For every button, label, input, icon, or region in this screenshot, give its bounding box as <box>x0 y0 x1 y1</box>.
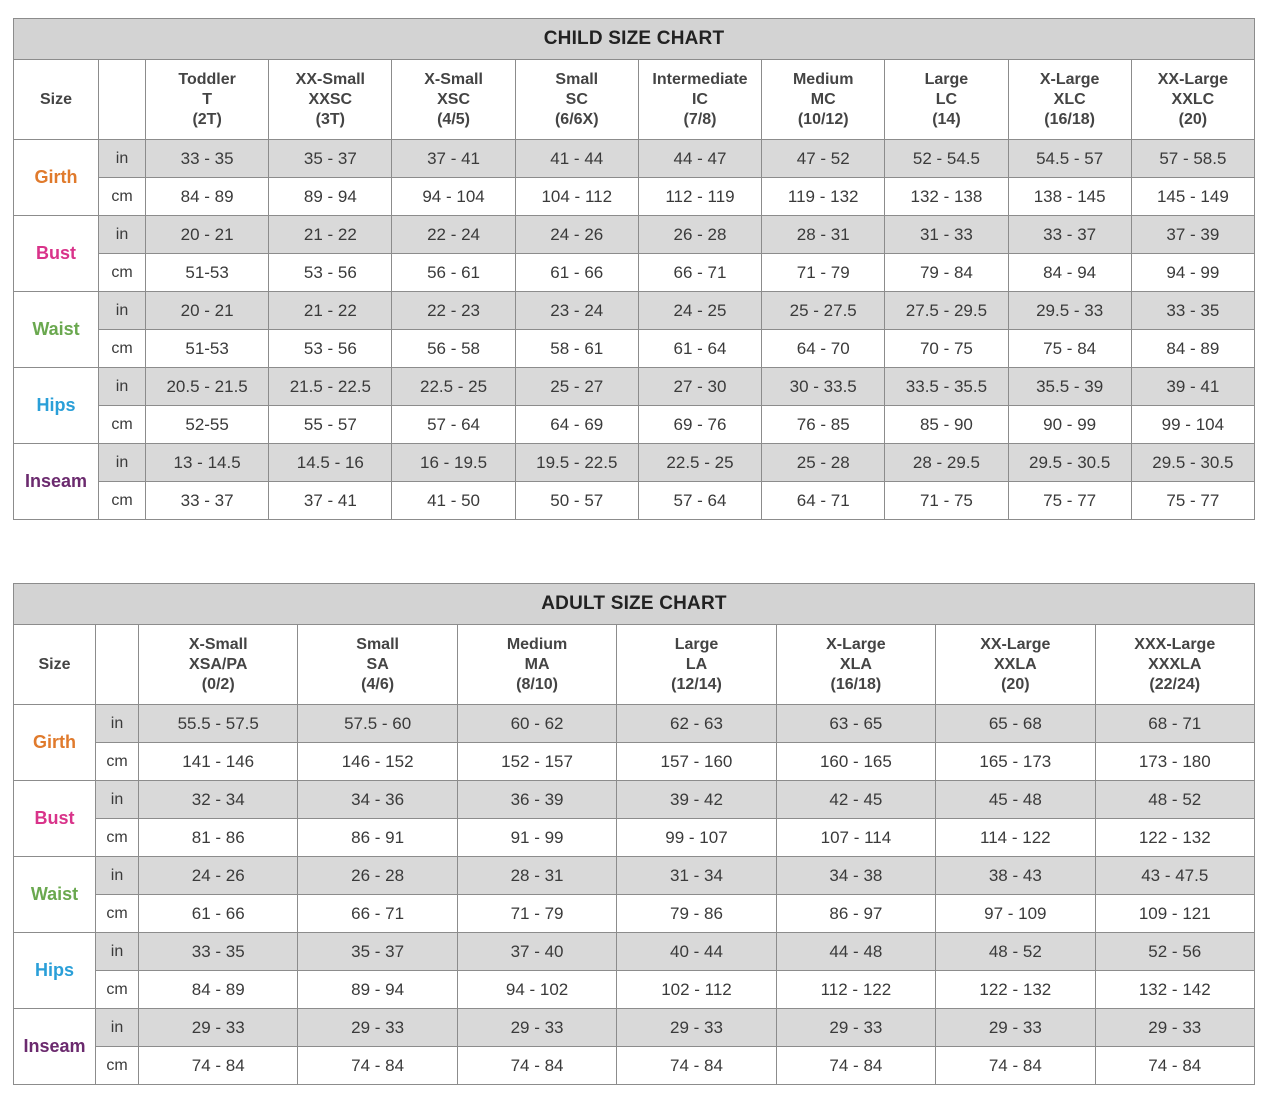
measurement-cell: 29 - 33 <box>457 1009 616 1047</box>
size-name: XXX-Large <box>1134 635 1216 653</box>
measurement-cell: 89 - 94 <box>298 971 457 1009</box>
unit-label: in <box>96 705 139 743</box>
size-name: X-Small <box>424 70 483 88</box>
size-code: XXLC <box>1171 90 1215 108</box>
unit-label: in <box>99 140 146 178</box>
size-column-header <box>885 60 1008 140</box>
measurement-cell: 51-53 <box>146 330 269 368</box>
unit-label: in <box>99 368 146 406</box>
size-kids: (22/24) <box>1149 675 1201 693</box>
size-code: XXXLA <box>1148 655 1202 673</box>
size-name: Large <box>924 70 969 88</box>
measurement-row-girth-in <box>14 140 1255 178</box>
measurement-cell: 26 - 28 <box>298 857 457 895</box>
measurement-cell: 74 - 84 <box>617 1047 776 1085</box>
size-name: Medium <box>506 635 568 653</box>
size-code: T <box>202 90 212 108</box>
unit-header-blank <box>96 625 139 705</box>
measurement-cell: 33.5 - 35.5 <box>885 368 1008 406</box>
size-code: LA <box>685 655 708 673</box>
size-code: XLA <box>839 655 872 673</box>
measurement-cell: 21.5 - 22.5 <box>269 368 392 406</box>
measurement-cell: 20.5 - 21.5 <box>146 368 269 406</box>
measurement-label-bust: Bust <box>14 781 96 857</box>
unit-label: cm <box>96 971 139 1009</box>
size-code: MA <box>524 655 550 673</box>
measurement-cell: 29.5 - 30.5 <box>1008 444 1131 482</box>
child-chart-body <box>14 140 1255 520</box>
measurement-cell: 16 - 19.5 <box>392 444 515 482</box>
measurement-cell: 41 - 50 <box>392 482 515 520</box>
measurement-cell: 24 - 26 <box>515 216 638 254</box>
size-code: XSA/PA <box>189 655 248 673</box>
adult-chart-title: ADULT SIZE CHART <box>14 584 1255 625</box>
measurement-row-girth-cm <box>14 178 1255 216</box>
measurement-cell: 57.5 - 60 <box>298 705 457 743</box>
size-column-header <box>392 60 515 140</box>
measurement-cell: 48 - 52 <box>936 933 1095 971</box>
size-column-header <box>1095 625 1254 705</box>
measurement-cell: 37 - 41 <box>392 140 515 178</box>
size-code: SA <box>366 655 389 673</box>
measurement-cell: 33 - 37 <box>146 482 269 520</box>
child-size-header-row <box>14 60 1255 140</box>
measurement-cell: 48 - 52 <box>1095 781 1254 819</box>
measurement-cell: 55.5 - 57.5 <box>139 705 298 743</box>
measurement-cell: 57 - 58.5 <box>1131 140 1254 178</box>
size-column-header <box>638 60 761 140</box>
measurement-cell: 74 - 84 <box>936 1047 1095 1085</box>
measurement-cell: 52 - 56 <box>1095 933 1254 971</box>
measurement-cell: 29 - 33 <box>1095 1009 1254 1047</box>
measurement-cell: 75 - 77 <box>1008 482 1131 520</box>
size-kids: (16/18) <box>830 675 882 693</box>
size-column-header <box>298 625 457 705</box>
child-size-chart <box>13 18 1255 520</box>
measurement-cell: 30 - 33.5 <box>762 368 885 406</box>
measurement-cell: 45 - 48 <box>936 781 1095 819</box>
measurement-cell: 122 - 132 <box>936 971 1095 1009</box>
measurement-cell: 13 - 14.5 <box>146 444 269 482</box>
unit-label: in <box>99 292 146 330</box>
measurement-cell: 29 - 33 <box>298 1009 457 1047</box>
size-kids: (10/12) <box>797 110 849 128</box>
measurement-cell: 43 - 47.5 <box>1095 857 1254 895</box>
measurement-row-bust-in <box>14 216 1255 254</box>
measurement-cell: 39 - 42 <box>617 781 776 819</box>
size-kids: (0/2) <box>201 675 235 693</box>
measurement-row-inseam-cm <box>14 482 1255 520</box>
measurement-cell: 104 - 112 <box>515 178 638 216</box>
measurement-cell: 138 - 145 <box>1008 178 1131 216</box>
measurement-cell: 97 - 109 <box>936 895 1095 933</box>
measurement-cell: 66 - 71 <box>298 895 457 933</box>
size-code: XXLA <box>993 655 1037 673</box>
measurement-cell: 22.5 - 25 <box>392 368 515 406</box>
measurement-cell: 37 - 41 <box>269 482 392 520</box>
measurement-cell: 76 - 85 <box>762 406 885 444</box>
measurement-cell: 41 - 44 <box>515 140 638 178</box>
measurement-row-bust-in <box>14 781 1255 819</box>
measurement-cell: 112 - 122 <box>776 971 935 1009</box>
measurement-label-girth: Girth <box>14 705 96 781</box>
unit-label: in <box>99 216 146 254</box>
measurement-cell: 42 - 45 <box>776 781 935 819</box>
measurement-cell: 119 - 132 <box>762 178 885 216</box>
size-kids: (14) <box>932 110 961 128</box>
measurement-cell: 81 - 86 <box>139 819 298 857</box>
measurement-cell: 19.5 - 22.5 <box>515 444 638 482</box>
measurement-cell: 34 - 36 <box>298 781 457 819</box>
size-name: XX-Large <box>980 635 1051 653</box>
size-kids: (7/8) <box>683 110 717 128</box>
size-kids: (20) <box>1178 110 1208 128</box>
size-code: XLC <box>1053 90 1086 108</box>
measurement-cell: 74 - 84 <box>776 1047 935 1085</box>
child-size-label: Size <box>14 60 99 140</box>
measurement-cell: 33 - 37 <box>1008 216 1131 254</box>
size-name: X-Small <box>188 635 248 653</box>
measurement-row-girth-in <box>14 705 1255 743</box>
measurement-cell: 65 - 68 <box>936 705 1095 743</box>
measurement-cell: 64 - 69 <box>515 406 638 444</box>
measurement-cell: 25 - 27.5 <box>762 292 885 330</box>
measurement-label-bust: Bust <box>14 216 99 292</box>
measurement-cell: 47 - 52 <box>762 140 885 178</box>
measurement-cell: 61 - 64 <box>638 330 761 368</box>
size-name: Small <box>356 635 399 653</box>
measurement-cell: 22 - 24 <box>392 216 515 254</box>
measurement-cell: 55 - 57 <box>269 406 392 444</box>
measurement-row-girth-cm <box>14 743 1255 781</box>
measurement-row-inseam-cm <box>14 1047 1255 1085</box>
measurement-row-bust-cm <box>14 254 1255 292</box>
size-column-header <box>1008 60 1131 140</box>
size-column-header <box>776 625 935 705</box>
unit-label: cm <box>96 743 139 781</box>
measurement-cell: 86 - 97 <box>776 895 935 933</box>
size-kids: (8/10) <box>516 675 558 693</box>
size-kids: (4/5) <box>437 110 470 128</box>
measurement-cell: 27.5 - 29.5 <box>885 292 1008 330</box>
size-code: XSC <box>437 90 470 108</box>
size-column-header <box>139 625 298 705</box>
measurement-cell: 152 - 157 <box>457 743 616 781</box>
measurement-cell: 61 - 66 <box>139 895 298 933</box>
measurement-cell: 122 - 132 <box>1095 819 1254 857</box>
size-name: XX-Large <box>1157 70 1228 88</box>
unit-label: in <box>96 1009 139 1047</box>
measurement-cell: 28 - 31 <box>762 216 885 254</box>
measurement-row-hips-in <box>14 368 1255 406</box>
measurement-cell: 20 - 21 <box>146 216 269 254</box>
unit-label: cm <box>96 819 139 857</box>
measurement-cell: 36 - 39 <box>457 781 616 819</box>
measurement-cell: 74 - 84 <box>139 1047 298 1085</box>
measurement-cell: 85 - 90 <box>885 406 1008 444</box>
unit-label: in <box>96 857 139 895</box>
size-code: IC <box>691 90 708 108</box>
measurement-cell: 165 - 173 <box>936 743 1095 781</box>
size-name: Toddler <box>178 70 236 88</box>
measurement-row-hips-cm <box>14 971 1255 1009</box>
size-name: XX-Small <box>295 70 365 88</box>
measurement-cell: 84 - 89 <box>146 178 269 216</box>
measurement-cell: 22.5 - 25 <box>638 444 761 482</box>
size-kids: (6/6X) <box>554 110 599 128</box>
measurement-cell: 25 - 28 <box>762 444 885 482</box>
measurement-cell: 70 - 75 <box>885 330 1008 368</box>
measurement-cell: 141 - 146 <box>139 743 298 781</box>
measurement-cell: 69 - 76 <box>638 406 761 444</box>
measurement-cell: 132 - 138 <box>885 178 1008 216</box>
measurement-cell: 63 - 65 <box>776 705 935 743</box>
size-code: MC <box>810 90 836 108</box>
measurement-cell: 84 - 89 <box>1131 330 1254 368</box>
size-kids: (3T) <box>315 110 345 128</box>
measurement-cell: 56 - 61 <box>392 254 515 292</box>
measurement-cell: 173 - 180 <box>1095 743 1254 781</box>
measurement-cell: 31 - 33 <box>885 216 1008 254</box>
unit-label: cm <box>99 482 146 520</box>
measurement-cell: 75 - 84 <box>1008 330 1131 368</box>
measurement-cell: 75 - 77 <box>1131 482 1254 520</box>
measurement-cell: 14.5 - 16 <box>269 444 392 482</box>
measurement-cell: 39 - 41 <box>1131 368 1254 406</box>
unit-label: cm <box>99 254 146 292</box>
measurement-cell: 145 - 149 <box>1131 178 1254 216</box>
measurement-cell: 68 - 71 <box>1095 705 1254 743</box>
measurement-cell: 29 - 33 <box>617 1009 776 1047</box>
size-column-header <box>515 60 638 140</box>
measurement-cell: 89 - 94 <box>269 178 392 216</box>
measurement-cell: 20 - 21 <box>146 292 269 330</box>
measurement-label-waist: Waist <box>14 857 96 933</box>
measurement-cell: 29 - 33 <box>139 1009 298 1047</box>
size-column-header <box>617 625 776 705</box>
size-column-header <box>762 60 885 140</box>
measurement-cell: 52 - 54.5 <box>885 140 1008 178</box>
measurement-cell: 31 - 34 <box>617 857 776 895</box>
measurement-cell: 66 - 71 <box>638 254 761 292</box>
size-column-header <box>457 625 616 705</box>
measurement-cell: 21 - 22 <box>269 216 392 254</box>
size-code: XXSC <box>308 90 353 108</box>
size-kids: (2T) <box>192 110 222 128</box>
measurement-cell: 21 - 22 <box>269 292 392 330</box>
measurement-cell: 44 - 47 <box>638 140 761 178</box>
measurement-cell: 112 - 119 <box>638 178 761 216</box>
measurement-cell: 86 - 91 <box>298 819 457 857</box>
measurement-cell: 84 - 94 <box>1008 254 1131 292</box>
measurement-cell: 29.5 - 30.5 <box>1131 444 1254 482</box>
measurement-cell: 33 - 35 <box>139 933 298 971</box>
adult-size-label: Size <box>14 625 96 705</box>
measurement-cell: 99 - 107 <box>617 819 776 857</box>
measurement-label-hips: Hips <box>14 368 99 444</box>
measurement-cell: 114 - 122 <box>936 819 1095 857</box>
size-name: X-Large <box>1039 70 1100 88</box>
measurement-cell: 61 - 66 <box>515 254 638 292</box>
measurement-cell: 99 - 104 <box>1131 406 1254 444</box>
measurement-cell: 71 - 75 <box>885 482 1008 520</box>
size-name: Large <box>674 635 719 653</box>
size-kids: (16/18) <box>1044 110 1095 128</box>
measurement-cell: 58 - 61 <box>515 330 638 368</box>
measurement-cell: 27 - 30 <box>638 368 761 406</box>
measurement-cell: 37 - 40 <box>457 933 616 971</box>
unit-label: cm <box>96 895 139 933</box>
measurement-cell: 29 - 33 <box>776 1009 935 1047</box>
measurement-cell: 132 - 142 <box>1095 971 1254 1009</box>
unit-label: cm <box>99 406 146 444</box>
measurement-cell: 107 - 114 <box>776 819 935 857</box>
measurement-cell: 160 - 165 <box>776 743 935 781</box>
measurement-cell: 52-55 <box>146 406 269 444</box>
measurement-cell: 57 - 64 <box>638 482 761 520</box>
measurement-cell: 109 - 121 <box>1095 895 1254 933</box>
measurement-cell: 25 - 27 <box>515 368 638 406</box>
measurement-cell: 90 - 99 <box>1008 406 1131 444</box>
child-chart-title: CHILD SIZE CHART <box>14 19 1255 60</box>
unit-label: cm <box>96 1047 139 1085</box>
measurement-label-inseam: Inseam <box>14 444 99 520</box>
measurement-row-waist-in <box>14 857 1255 895</box>
size-name: X-Large <box>826 635 886 653</box>
measurement-cell: 29.5 - 33 <box>1008 292 1131 330</box>
measurement-cell: 33 - 35 <box>1131 292 1254 330</box>
measurement-cell: 54.5 - 57 <box>1008 140 1131 178</box>
measurement-cell: 51-53 <box>146 254 269 292</box>
measurement-cell: 91 - 99 <box>457 819 616 857</box>
measurement-row-waist-cm <box>14 895 1255 933</box>
measurement-cell: 35 - 37 <box>269 140 392 178</box>
measurement-cell: 28 - 31 <box>457 857 616 895</box>
measurement-cell: 84 - 89 <box>139 971 298 1009</box>
measurement-cell: 157 - 160 <box>617 743 776 781</box>
unit-label: in <box>96 933 139 971</box>
measurement-cell: 35.5 - 39 <box>1008 368 1131 406</box>
size-column-header <box>146 60 269 140</box>
size-column-header <box>1131 60 1254 140</box>
measurement-cell: 29 - 33 <box>936 1009 1095 1047</box>
measurement-cell: 50 - 57 <box>515 482 638 520</box>
adult-chart-body <box>14 705 1255 1085</box>
measurement-cell: 102 - 112 <box>617 971 776 1009</box>
measurement-cell: 71 - 79 <box>762 254 885 292</box>
measurement-cell: 79 - 86 <box>617 895 776 933</box>
measurement-cell: 146 - 152 <box>298 743 457 781</box>
measurement-cell: 64 - 70 <box>762 330 885 368</box>
measurement-cell: 28 - 29.5 <box>885 444 1008 482</box>
unit-header-blank <box>99 60 146 140</box>
size-column-header <box>269 60 392 140</box>
measurement-cell: 23 - 24 <box>515 292 638 330</box>
measurement-cell: 22 - 23 <box>392 292 515 330</box>
measurement-row-hips-cm <box>14 406 1255 444</box>
unit-label: cm <box>99 178 146 216</box>
measurement-cell: 24 - 26 <box>139 857 298 895</box>
measurement-cell: 94 - 99 <box>1131 254 1254 292</box>
measurement-row-inseam-in <box>14 1009 1255 1047</box>
measurement-row-bust-cm <box>14 819 1255 857</box>
measurement-cell: 94 - 104 <box>392 178 515 216</box>
measurement-cell: 71 - 79 <box>457 895 616 933</box>
measurement-cell: 35 - 37 <box>298 933 457 971</box>
size-name: Medium <box>792 70 854 88</box>
measurement-cell: 57 - 64 <box>392 406 515 444</box>
measurement-cell: 33 - 35 <box>146 140 269 178</box>
size-code: LC <box>935 90 958 108</box>
measurement-label-girth: Girth <box>14 140 99 216</box>
measurement-cell: 74 - 84 <box>457 1047 616 1085</box>
measurement-cell: 53 - 56 <box>269 330 392 368</box>
measurement-cell: 26 - 28 <box>638 216 761 254</box>
unit-label: in <box>96 781 139 819</box>
measurement-cell: 74 - 84 <box>1095 1047 1254 1085</box>
measurement-cell: 94 - 102 <box>457 971 616 1009</box>
measurement-row-waist-cm <box>14 330 1255 368</box>
size-kids: (20) <box>1001 675 1030 693</box>
measurement-cell: 38 - 43 <box>936 857 1095 895</box>
measurement-cell: 79 - 84 <box>885 254 1008 292</box>
size-name: Small <box>555 70 599 88</box>
measurement-label-hips: Hips <box>14 933 96 1009</box>
measurement-cell: 60 - 62 <box>457 705 616 743</box>
size-column-header <box>936 625 1095 705</box>
unit-label: cm <box>99 330 146 368</box>
measurement-row-hips-in <box>14 933 1255 971</box>
size-kids: (12/14) <box>671 675 722 693</box>
size-name: Intermediate <box>652 70 748 88</box>
size-kids: (4/6) <box>361 675 395 693</box>
measurement-cell: 40 - 44 <box>617 933 776 971</box>
adult-size-header-row <box>14 625 1255 705</box>
measurement-cell: 56 - 58 <box>392 330 515 368</box>
measurement-cell: 34 - 38 <box>776 857 935 895</box>
unit-label: in <box>99 444 146 482</box>
measurement-cell: 53 - 56 <box>269 254 392 292</box>
measurement-label-waist: Waist <box>14 292 99 368</box>
measurement-row-waist-in <box>14 292 1255 330</box>
size-code: SC <box>565 90 588 108</box>
measurement-cell: 24 - 25 <box>638 292 761 330</box>
measurement-cell: 64 - 71 <box>762 482 885 520</box>
measurement-row-inseam-in <box>14 444 1255 482</box>
measurement-cell: 44 - 48 <box>776 933 935 971</box>
measurement-label-inseam: Inseam <box>14 1009 96 1085</box>
measurement-cell: 62 - 63 <box>617 705 776 743</box>
measurement-cell: 37 - 39 <box>1131 216 1254 254</box>
adult-size-chart <box>13 583 1255 1085</box>
measurement-cell: 32 - 34 <box>139 781 298 819</box>
measurement-cell: 74 - 84 <box>298 1047 457 1085</box>
